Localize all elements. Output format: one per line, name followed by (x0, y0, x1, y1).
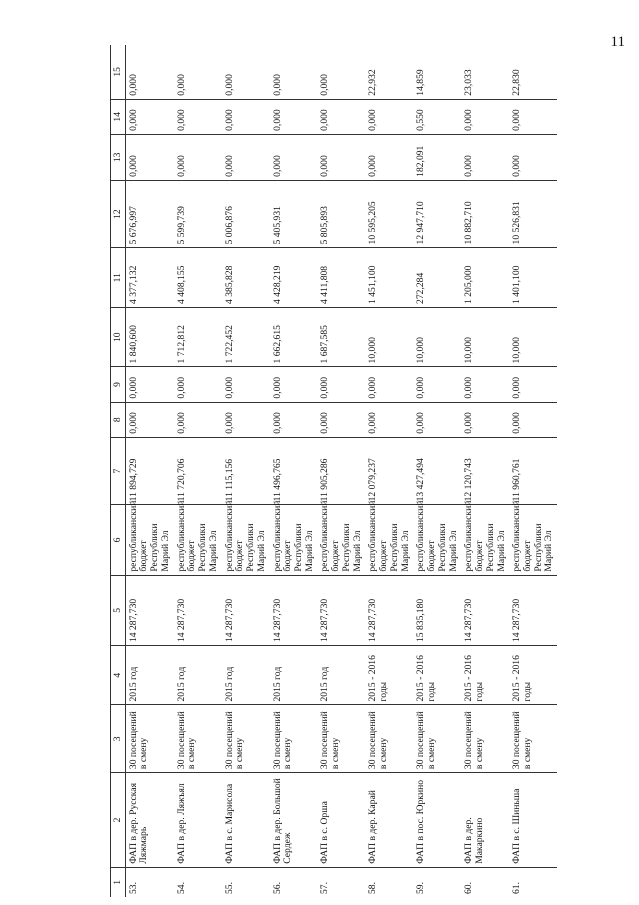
estimated-cost: 15 835,180 (413, 575, 461, 645)
row-number: 58. (367, 882, 379, 894)
header-cell: 15 (111, 45, 126, 99)
facility-name: ФАП в дер. Большой Сердеж (270, 773, 318, 868)
col-13-value: 0,000 (270, 134, 318, 180)
col-12-value: 12 947,710 (413, 180, 461, 248)
table-row (174, 45, 222, 897)
col-10-value: 10,000 (461, 307, 509, 367)
col-9-value: 0,000 (317, 367, 365, 402)
capacity: 30 посещений в смену (174, 705, 222, 773)
header-cell: 1 (111, 867, 126, 897)
facilities-table (110, 45, 557, 897)
facility-name: ФАП в с. Орша (317, 773, 365, 868)
table-row (365, 45, 413, 897)
header-cell: 14 (111, 99, 126, 134)
estimated-cost: 14 287,730 (317, 575, 365, 645)
period: 2015 год (222, 645, 270, 705)
col-11-value: 4 377,132 (125, 248, 173, 308)
capacity: 30 посещений в смену (270, 705, 318, 773)
header-cell: 12 (111, 180, 126, 248)
header-cell: 9 (111, 367, 126, 402)
row-number: 54. (175, 882, 187, 894)
table-row (317, 45, 365, 897)
funding-source: республиканский бюджет Республики Марий Эл (317, 505, 365, 575)
col-8-value: 0,000 (222, 402, 270, 437)
header-cell: 2 (111, 773, 126, 868)
col-15-value: 0,000 (125, 45, 173, 99)
col-9-value: 0,000 (125, 367, 173, 402)
header-cell: 4 (111, 645, 126, 705)
col-7-value: 11 720,706 (174, 437, 222, 505)
col-9-value: 0,000 (365, 367, 413, 402)
col-7-value: 12 079,237 (365, 437, 413, 505)
capacity: 30 посещений в смену (365, 705, 413, 773)
col-15-value: 14,859 (413, 45, 461, 99)
period: 2015 - 2016 годы (413, 645, 461, 705)
period: 2015 год (125, 645, 173, 705)
col-8-value: 0,000 (125, 402, 173, 437)
row-number: 57. (319, 882, 331, 894)
col-11-value: 4 385,828 (222, 248, 270, 308)
capacity: 30 посещений в смену (317, 705, 365, 773)
funding-source: республиканский бюджет Республики Марий Эл (461, 505, 509, 575)
col-11-value: 4 408,155 (174, 248, 222, 308)
col-8-value: 0,000 (174, 402, 222, 437)
capacity: 30 посещений в смену (509, 705, 557, 773)
capacity: 30 посещений в смену (125, 705, 173, 773)
col-7-value: 11 115,156 (222, 437, 270, 505)
col-8-value: 0,000 (365, 402, 413, 437)
facility-name: ФАП в с. Шиньша (509, 773, 557, 868)
col-7-value: 11 905,286 (317, 437, 365, 505)
col-8-value: 0,000 (317, 402, 365, 437)
col-8-value: 0,000 (270, 402, 318, 437)
col-8-value: 0,000 (413, 402, 461, 437)
col-9-value: 0,000 (461, 367, 509, 402)
col-13-value: 0,000 (317, 134, 365, 180)
funding-source: республиканский бюджет Республики Марий Эл (270, 505, 318, 575)
col-14-value: 0,000 (509, 99, 557, 134)
table-body (111, 45, 558, 897)
funding-source: республиканский бюджет Республики Марий Эл (125, 505, 173, 575)
col-7-value: 11 960,761 (509, 437, 557, 505)
col-12-value: 5 599,739 (174, 180, 222, 248)
table-row (413, 45, 461, 897)
col-7-value: 13 427,494 (413, 437, 461, 505)
period: 2015 год (270, 645, 318, 705)
col-14-value: 0,000 (317, 99, 365, 134)
col-14-value: 0,000 (365, 99, 413, 134)
col-10-value: 1 712,812 (174, 307, 222, 367)
col-13-value: 0,000 (509, 134, 557, 180)
period: 2015 год (317, 645, 365, 705)
period: 2015 - 2016 годы (461, 645, 509, 705)
col-9-value: 0,000 (509, 367, 557, 402)
col-11-value: 272,284 (413, 248, 461, 308)
col-15-value: 22,932 (365, 45, 413, 99)
funding-source: республиканский бюджет Республики Марий Эл (509, 505, 557, 575)
table-header-row (111, 45, 126, 897)
col-15-value: 23,033 (461, 45, 509, 99)
facility-name: ФАП в дер. Карай (365, 773, 413, 868)
col-10-value: 10,000 (413, 307, 461, 367)
row-number: 53. (127, 882, 139, 894)
col-13-value: 0,000 (174, 134, 222, 180)
col-10-value: 10,000 (509, 307, 557, 367)
header-cell: 10 (111, 307, 126, 367)
col-15-value: 0,000 (317, 45, 365, 99)
facility-name: ФАП в пос. Юркино (413, 773, 461, 868)
col-9-value: 0,000 (270, 367, 318, 402)
col-15-value: 0,000 (270, 45, 318, 99)
col-11-value: 4 428,219 (270, 248, 318, 308)
col-12-value: 5 676,997 (125, 180, 173, 248)
header-cell: 3 (111, 705, 126, 773)
capacity: 30 посещений в смену (461, 705, 509, 773)
col-12-value: 10 882,710 (461, 180, 509, 248)
col-10-value: 1 722,452 (222, 307, 270, 367)
row-number: 61. (511, 882, 523, 894)
col-11-value: 4 411,808 (317, 248, 365, 308)
header-cell: 13 (111, 134, 126, 180)
col-10-value: 1 840,600 (125, 307, 173, 367)
facility-name: ФАП в дер. Русская Ляжмарь (125, 773, 173, 868)
estimated-cost: 14 287,730 (509, 575, 557, 645)
col-13-value: 182,091 (413, 134, 461, 180)
funding-source: республиканский бюджет Республики Марий Эл (222, 505, 270, 575)
estimated-cost: 14 287,730 (270, 575, 318, 645)
header-cell: 7 (111, 437, 126, 505)
table-row (270, 45, 318, 897)
col-10-value: 1 687,585 (317, 307, 365, 367)
funding-source: республиканский бюджет Республики Марий Эл (365, 505, 413, 575)
col-14-value: 0,000 (125, 99, 173, 134)
col-13-value: 0,000 (222, 134, 270, 180)
estimated-cost: 14 287,730 (174, 575, 222, 645)
facility-name: ФАП в с. Марисола (222, 773, 270, 868)
col-9-value: 0,000 (413, 367, 461, 402)
facility-name: ФАП в дер. Макаркино (461, 773, 509, 868)
col-14-value: 0,550 (413, 99, 461, 134)
col-14-value: 0,000 (222, 99, 270, 134)
col-12-value: 10 595,205 (365, 180, 413, 248)
row-number: 60. (463, 882, 475, 894)
header-cell: 5 (111, 575, 126, 645)
col-12-value: 5 405,931 (270, 180, 318, 248)
col-10-value: 10,000 (365, 307, 413, 367)
col-13-value: 0,000 (125, 134, 173, 180)
col-7-value: 11 894,729 (125, 437, 173, 505)
facility-name: ФАП в дер. Ляжъял (174, 773, 222, 868)
col-12-value: 5 006,876 (222, 180, 270, 248)
col-9-value: 0,000 (222, 367, 270, 402)
col-8-value: 0,000 (461, 402, 509, 437)
col-14-value: 0,000 (174, 99, 222, 134)
col-12-value: 10 526,831 (509, 180, 557, 248)
header-cell: 8 (111, 402, 126, 437)
page-number: 11 (610, 34, 625, 50)
period: 2015 год (174, 645, 222, 705)
period: 2015 - 2016 годы (365, 645, 413, 705)
row-number: 56. (271, 882, 283, 894)
col-10-value: 1 662,615 (270, 307, 318, 367)
funding-source: республиканский бюджет Республики Марий Эл (413, 505, 461, 575)
period: 2015 - 2016 годы (509, 645, 557, 705)
row-number: 55. (223, 882, 235, 894)
header-cell: 6 (111, 505, 126, 575)
col-7-value: 11 496,765 (270, 437, 318, 505)
col-8-value: 0,000 (509, 402, 557, 437)
col-7-value: 12 120,743 (461, 437, 509, 505)
capacity: 30 посещений в смену (222, 705, 270, 773)
table-row (222, 45, 270, 897)
col-9-value: 0,000 (174, 367, 222, 402)
col-14-value: 0,000 (461, 99, 509, 134)
estimated-cost: 14 287,730 (125, 575, 173, 645)
estimated-cost: 14 287,730 (365, 575, 413, 645)
capacity: 30 посещений в смену (413, 705, 461, 773)
col-11-value: 1 451,100 (365, 248, 413, 308)
col-11-value: 1 205,000 (461, 248, 509, 308)
col-11-value: 1 401,100 (509, 248, 557, 308)
estimated-cost: 14 287,730 (461, 575, 509, 645)
estimated-cost: 14 287,730 (222, 575, 270, 645)
col-12-value: 5 805,893 (317, 180, 365, 248)
col-15-value: 0,000 (222, 45, 270, 99)
col-15-value: 22,830 (509, 45, 557, 99)
col-15-value: 0,000 (174, 45, 222, 99)
table-row (461, 45, 509, 897)
funding-source: республиканский бюджет Республики Марий Эл (174, 505, 222, 575)
col-13-value: 0,000 (365, 134, 413, 180)
col-14-value: 0,000 (270, 99, 318, 134)
header-cell: 11 (111, 248, 126, 308)
col-13-value: 0,000 (461, 134, 509, 180)
row-number: 59. (415, 882, 427, 894)
table-row (509, 45, 557, 897)
rotated-table-area (0, 45, 555, 905)
table-row (125, 45, 173, 897)
